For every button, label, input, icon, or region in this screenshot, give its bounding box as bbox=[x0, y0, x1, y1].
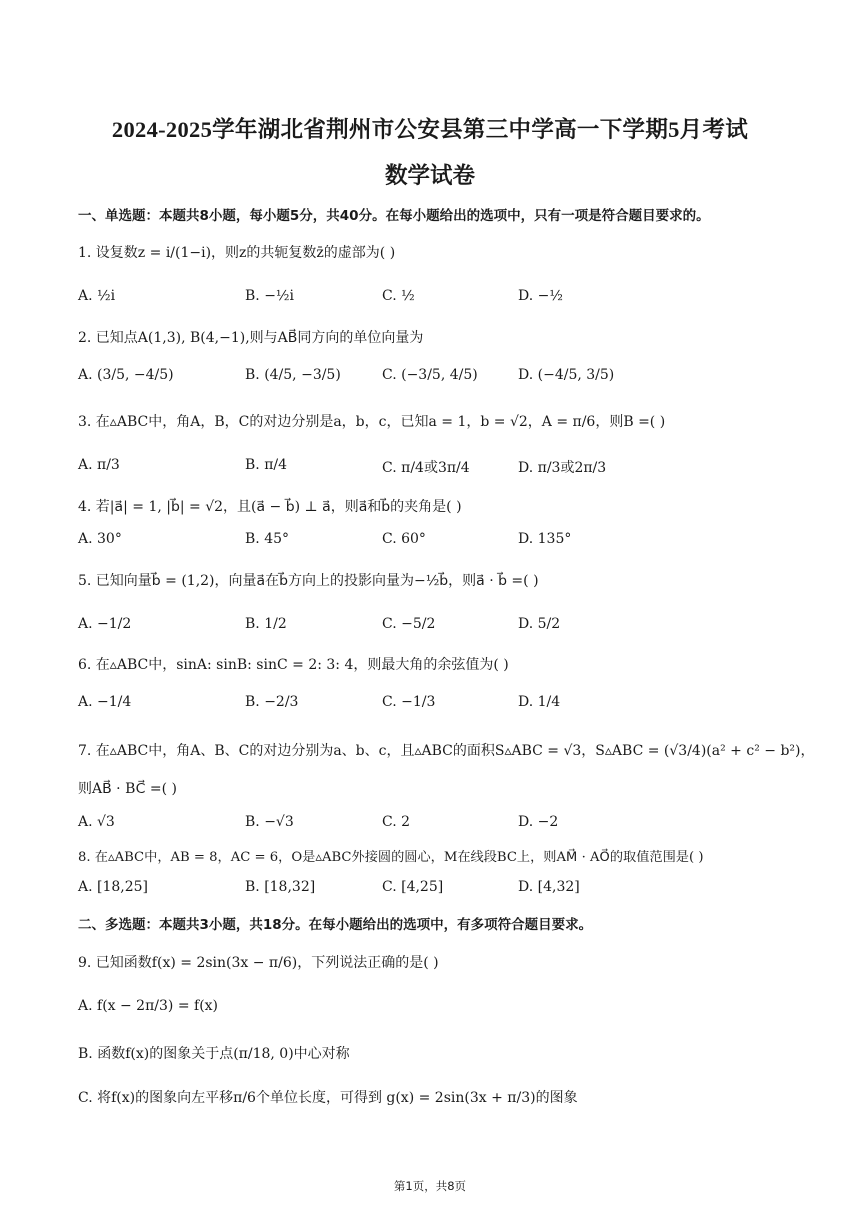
option-d: D. 135° bbox=[518, 531, 572, 547]
option-a: A. π/3 bbox=[78, 457, 120, 473]
option-a: A. √3 bbox=[78, 814, 115, 830]
option-c: C. −1/3 bbox=[382, 694, 436, 710]
question-stem-continued: 则AB⃗ · BC⃗ =( ) bbox=[78, 781, 177, 797]
question-stem: 2. 已知点A(1,3), B(4,−1),则与AB⃗同方向的单位向量为 bbox=[78, 330, 424, 346]
option-a: A. −1/4 bbox=[78, 694, 132, 710]
exam-title: 2024-2025学年湖北省荆州市公安县第三中学高一下学期5月考试 bbox=[111, 117, 749, 142]
question-stem: 5. 已知向量b⃗ = (1,2)，向量a⃗在b⃗方向上的投影向量为−½b⃗，则a⃗ · b⃗ =( ) bbox=[78, 573, 539, 589]
question-stem: 8. 在▵ABC中，AB = 8，AC = 6，O是▵ABC外接圆的圆心，M在线段BC上，则AM⃗ · AO⃗的取值范围是( ) bbox=[78, 850, 704, 865]
section-heading-single-choice: 一、单选题：本题共8小题，每小题5分，共40分。在每小题给出的选项中，只有一项是符合题目要求的。 bbox=[78, 208, 710, 224]
option-b: B. (4/5, −3/5) bbox=[245, 367, 341, 383]
option-d: D. −2 bbox=[518, 814, 559, 830]
option-c: C. π/4或3π/4 bbox=[382, 460, 470, 476]
option-d: D. π/3或2π/3 bbox=[518, 460, 607, 476]
page-footer: 第1页，共8页 bbox=[393, 1179, 467, 1193]
option-c: C. (−3/5, 4/5) bbox=[382, 367, 478, 383]
question-stem: 9. 已知函数f(x) = 2sin(3x − π/6)，下列说法正确的是( ) bbox=[78, 955, 439, 971]
option-b: B. 1/2 bbox=[245, 616, 287, 632]
question-stem: 4. 若|a⃗| = 1, |b⃗| = √2，且(a⃗ − b⃗) ⊥ a⃗，则a⃗和b⃗的夹角是( ) bbox=[78, 499, 462, 515]
option-c: C. 60° bbox=[382, 531, 426, 547]
option-c: C. ½ bbox=[382, 288, 415, 304]
option-a: A. (3/5, −4/5) bbox=[78, 367, 174, 383]
option-d: D. 1/4 bbox=[518, 694, 561, 710]
option-d: D. (−4/5, 3/5) bbox=[518, 367, 615, 383]
option-c: C. [4,25] bbox=[382, 879, 444, 895]
question-stem: 7. 在▵ABC中，角A、B、C的对边分别为a、b、c，且▵ABC的面积S▵ABC = √3，S▵ABC = (√3/4)(a² + c² − b²)， bbox=[78, 743, 815, 759]
option-c: C. −5/2 bbox=[382, 616, 436, 632]
question-stem: 6. 在▵ABC中，sinA: sinB: sinC = 2: 3: 4，则最大角的余弦值为( ) bbox=[78, 657, 509, 673]
option-b: B. 函数f(x)的图象关于点(π/18, 0)中心对称 bbox=[78, 1046, 350, 1062]
option-a: A. [18,25] bbox=[78, 879, 149, 895]
option-a: A. −1/2 bbox=[78, 616, 132, 632]
option-b: B. 45° bbox=[245, 531, 290, 547]
exam-subtitle: 数学试卷 bbox=[384, 163, 475, 188]
option-b: B. −2/3 bbox=[245, 694, 299, 710]
question-stem: 3. 在▵ABC中，角A，B，C的对边分别是a，b，c，已知a = 1，b = √2，A = π/6，则B =( ) bbox=[78, 414, 666, 430]
option-b: B. [18,32] bbox=[245, 879, 316, 895]
option-a: A. 30° bbox=[78, 531, 122, 547]
option-b: B. −½i bbox=[245, 288, 294, 304]
question-stem: 1. 设复数z = i/(1−i)，则z的共轭复数z̄的虚部为( ) bbox=[78, 245, 396, 261]
option-c: C. 将f(x)的图象向左平移π/6个单位长度，可得到 g(x) = 2sin(3x + π/3)的图象 bbox=[78, 1090, 578, 1106]
option-d: D. −½ bbox=[518, 288, 563, 304]
option-d: D. 5/2 bbox=[518, 616, 561, 632]
option-a: A. f(x − 2π/3) = f(x) bbox=[78, 998, 219, 1014]
option-d: D. [4,32] bbox=[518, 879, 580, 895]
section-heading-multiple-choice: 二、多选题：本题共3小题，共18分。在每小题给出的选项中，有多项符合题目要求。 bbox=[78, 917, 593, 933]
option-b: B. π/4 bbox=[245, 457, 288, 473]
option-a: A. ½i bbox=[78, 288, 116, 304]
option-b: B. −√3 bbox=[245, 814, 294, 830]
option-c: C. 2 bbox=[382, 814, 411, 830]
